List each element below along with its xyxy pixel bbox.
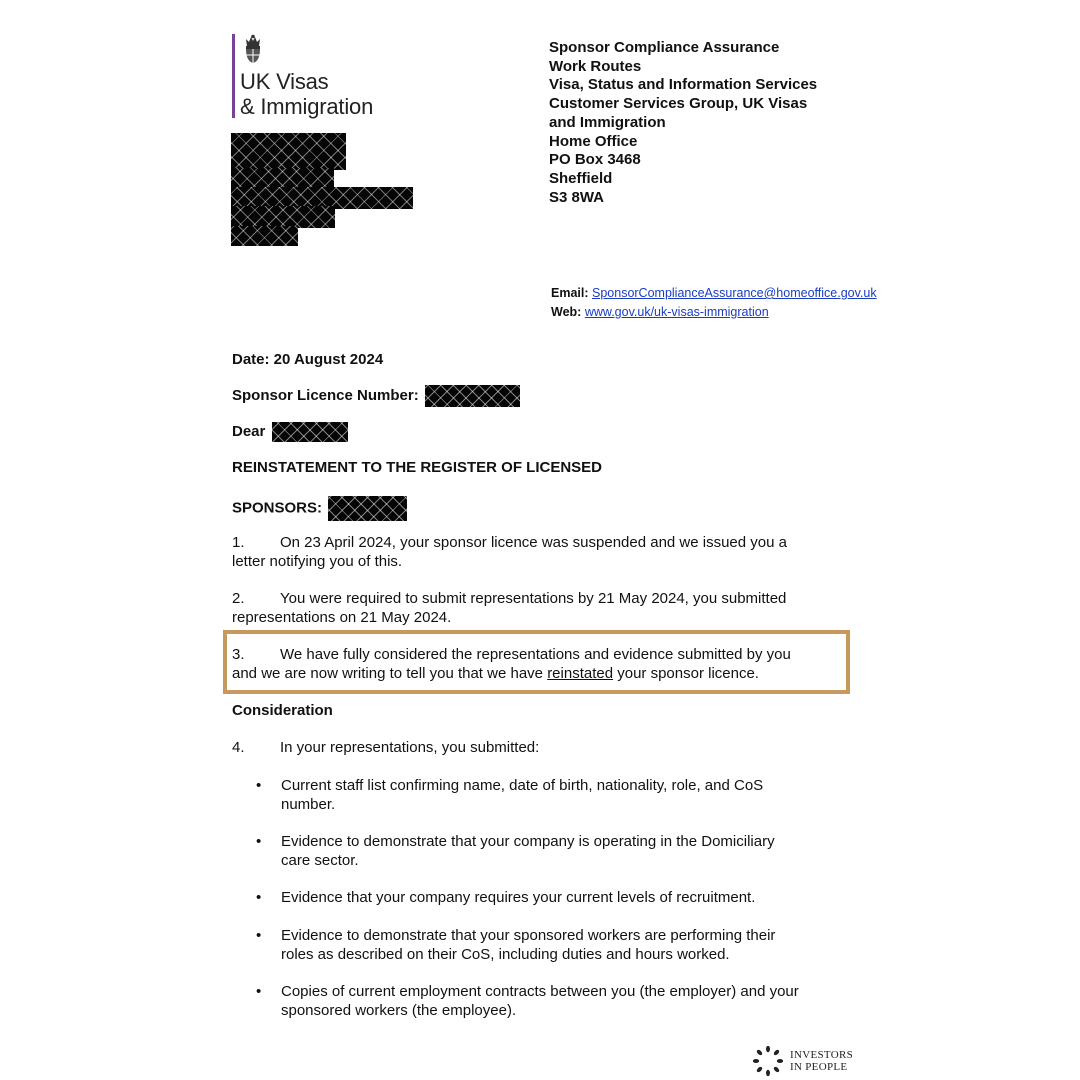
redacted-licence-number: [425, 385, 520, 407]
address-line: PO Box 3468: [549, 151, 641, 169]
address-line: S3 8WA: [549, 188, 605, 206]
letter-heading-line-2: [232, 496, 407, 521]
list-item: [281, 983, 799, 1020]
redacted-recipient-name: [272, 422, 348, 442]
paragraph-text: On 23 April 2024, your sponsor licence was suspended and we issued you a: [280, 534, 787, 551]
paragraph-text: We have fully considered the representations and evidence submitted by you: [280, 646, 791, 663]
address-line: Work Routes: [549, 57, 642, 75]
list-item-text: Evidence that your company requires your current levels of recruitment.: [281, 889, 756, 906]
paragraph-text: In your representations, you submitted:: [280, 739, 540, 756]
list-item-text: roles as described on their CoS, including duties and hours worked.: [281, 945, 730, 963]
list-item: [281, 889, 755, 908]
redacted-recipient-address: [231, 226, 298, 246]
paragraph-1: [232, 534, 787, 571]
list-item-text: care sector.: [281, 851, 359, 869]
licence-number-line: [232, 385, 520, 407]
paragraph-text: representations on 21 May 2024.: [232, 608, 452, 626]
list-item-text: Copies of current employment contracts between you (the employer) and your: [281, 983, 799, 1000]
logo-line-2: & Immigration: [240, 94, 374, 119]
bullet-marker: •: [256, 927, 262, 944]
investors-in-people-laurel-icon: [753, 1046, 783, 1076]
address-line: Home Office: [549, 132, 638, 150]
licence-number-label: Sponsor Licence Number:: [232, 386, 419, 404]
list-item: [281, 777, 763, 814]
paragraph-text: your sponsor licence.: [613, 664, 759, 682]
paragraph-number: 1.: [232, 534, 245, 551]
bullet-marker: •: [256, 889, 262, 906]
paragraph-number: 4.: [232, 739, 245, 756]
bullet-marker: •: [256, 983, 262, 1000]
address-line: Visa, Status and Information Services: [549, 76, 818, 94]
footer-logo-line-2: IN PEOPLE: [790, 1061, 848, 1073]
royal-crest-icon: [242, 34, 264, 64]
address-line: Sheffield: [549, 169, 613, 187]
paragraph-text: letter notifying you of this.: [232, 552, 403, 570]
paragraph-2: [232, 590, 786, 627]
footer-logo-line-1: INVESTORS: [790, 1049, 854, 1061]
paragraph-4: [232, 739, 539, 758]
logo-accent-bar: [232, 34, 235, 118]
bullet-marker: •: [256, 777, 262, 794]
letter-heading: REINSTATEMENT TO THE REGISTER OF LICENSED: [232, 459, 603, 476]
letter-date: Date: 20 August 2024: [232, 351, 384, 368]
paragraph-number: 2.: [232, 590, 245, 607]
bullet-marker: •: [256, 833, 262, 850]
investors-in-people-logo-text: [790, 1049, 853, 1073]
contact-details: [551, 284, 877, 322]
redacted-sponsor-name: [328, 496, 407, 521]
paragraph-number: 3.: [232, 646, 245, 663]
list-item-text: Evidence to demonstrate that your company is operating in the Domiciliary: [281, 833, 775, 850]
underlined-word: reinstated: [547, 664, 614, 682]
logo-line-1: UK Visas: [240, 69, 329, 94]
paragraph-text: and we are now writing to tell you that we have: [232, 664, 548, 682]
redacted-recipient-address: [231, 133, 346, 170]
web-label: Web:: [551, 305, 582, 319]
sender-address: [549, 39, 879, 207]
list-item-text: Evidence to demonstrate that your sponsored workers are performing their: [281, 927, 776, 944]
list-item: [281, 927, 775, 964]
address-line: Sponsor Compliance Assurance: [549, 39, 780, 56]
heading-sponsors-label: SPONSORS:: [232, 499, 323, 517]
email-link[interactable]: SponsorComplianceAssurance@homeoffice.gov.uk: [592, 286, 877, 300]
list-item-text: sponsored workers (the employee).: [281, 1001, 517, 1019]
list-item-text: number.: [281, 795, 336, 813]
email-label: Email:: [551, 286, 589, 300]
consideration-heading: Consideration: [232, 702, 333, 719]
salutation: Dear: [232, 422, 266, 440]
address-line: and Immigration: [549, 113, 666, 131]
salutation-line: [232, 422, 348, 442]
paragraph-text: You were required to submit representations by 21 May 2024, you submitted: [280, 590, 787, 607]
redacted-recipient-address: [231, 206, 335, 228]
list-item-text: Current staff list confirming name, date of birth, nationality, role, and CoS: [281, 777, 764, 794]
list-item: [281, 833, 775, 870]
agency-logo-text: [240, 69, 373, 119]
paragraph-3: [232, 646, 791, 683]
address-line: Customer Services Group, UK Visas: [549, 95, 808, 113]
web-link[interactable]: www.gov.uk/uk-visas-immigration: [584, 305, 769, 319]
